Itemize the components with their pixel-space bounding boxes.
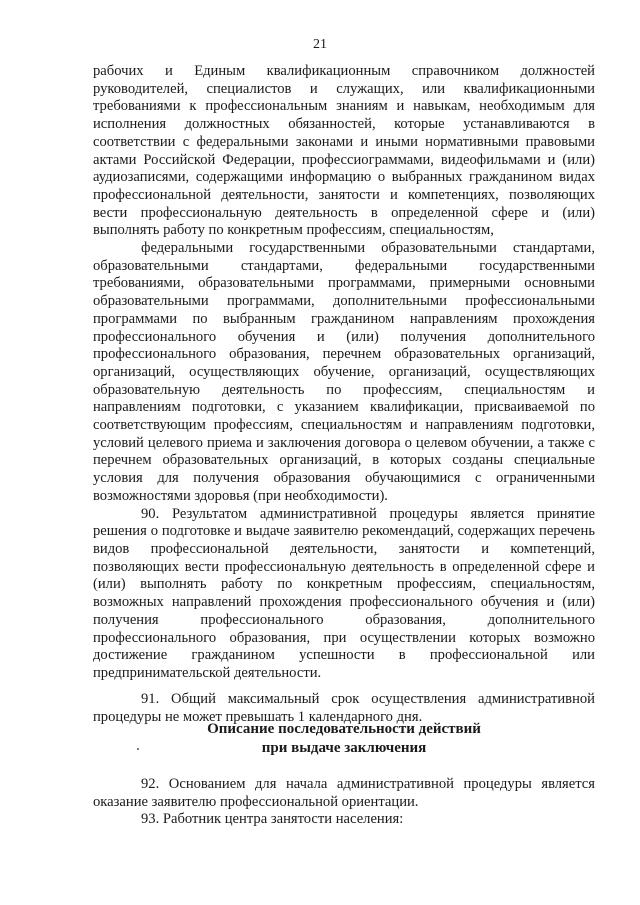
paragraph-93: 93. Работник центра занятости населения: [141, 811, 404, 828]
section-heading-line-2: при выдаче заключения [261, 740, 427, 756]
scan-speck [137, 748, 139, 750]
section-heading [93, 720, 595, 758]
paragraph-90: 90. Результатом административной процедуры является принятие решения о подготовке и выдаче заявителю рекомендаций, содержащих перечень видов профессиональной деятельности, занятости и компетенций, позволяющих вести профессиональную деятельность в определенной сфере и (или) выполнять работу по конкретным профессиям, специальностям, возможных направлений прохождения профессионального обучения и (или) получения профессионального образования, дополнительного профессионального образования, при осуществлении которых возможно достижение гражданином успешности в профессиональной или предпринимательской деятельности. [93, 505, 595, 681]
paragraph-92: 92. Основанием для начала административной процедуры является оказание заявителю профессиональной ориентации. [93, 776, 595, 810]
page-number: 21 [313, 37, 327, 52]
body-block-main [93, 63, 595, 683]
paragraph-standards: федеральными государственными образовательными стандартами, образовательными стандартами, федеральными государственными требованиями, образовательными программами, примерными основными образовательными программами, дополнительными профессиональными программами по выбранным гражданином направлениям прохождения профессионального обучения и (или) получения дополнительного профессионального образования, перечнем образовательных организаций, организаций, осуществляющих обучение, организаций, осуществляющих образовательную деятельность по профессиям, специальностям и направлениям подготовки, с указанием квалификации, присваиваемой по соответствующим профессиям, специальностям и направлениям подготовки, условий целевого приема и заключения договора о целевом обучении, а также с перечнем образовательных организаций, в которых созданы специальные условия для получения образования обучающимися с ограниченными возможностями здоровья (при необходимости). [93, 240, 595, 504]
paragraph-continuation: рабочих и Единым квалификационным справочником должностей руководителей, специалистов и служащих, или квалификационными требованиями к профессиональным знаниям и навыкам, необходимым для исполнения должностных обязанностей, которые устанавливаются в соответствии с федеральными законами и иными нормативными правовыми актами Российской Федерации, профессиограммами, видеофильмами и (или) аудиозаписями, содержащими информацию о выбранных гражданином видах профессиональной деятельности, занятости и компетенциях, позволяющих вести профессиональную деятельность в определенной сфере и (или) выполнять работу по конкретным профессиям, специальностям, [93, 63, 595, 239]
paragraph-91: 91. Общий максимальный срок осуществления административной процедуры не может превышать 1 календарного дня. [93, 691, 595, 725]
section-heading-block [93, 720, 595, 758]
body-block-92-93 [93, 776, 595, 829]
section-heading-line-1: Описание последовательности действий [207, 721, 481, 737]
